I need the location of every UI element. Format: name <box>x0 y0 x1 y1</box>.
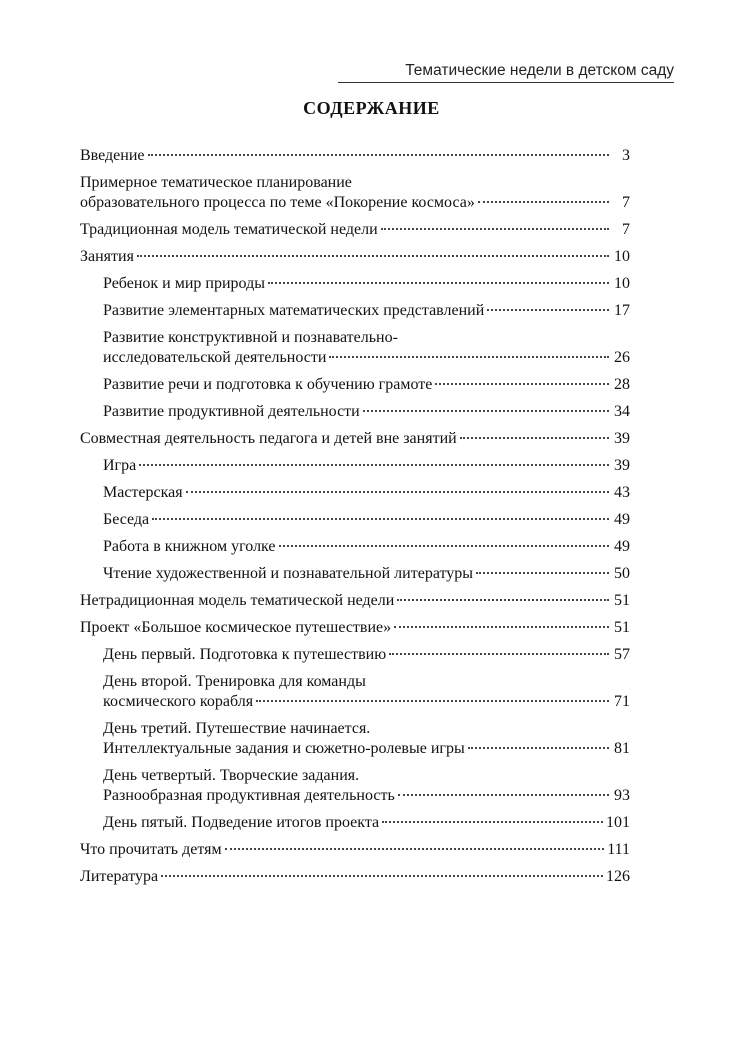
toc-entry-line <box>103 375 630 395</box>
toc-entry-title-line: Примерное тематическое планирование <box>80 174 352 191</box>
dot-leader <box>363 410 609 412</box>
toc-page-number: 7 <box>622 194 630 211</box>
toc-entry-line <box>80 591 630 611</box>
toc-entry-title: Разнообразная продуктивная деятельность <box>103 787 395 804</box>
toc-entry <box>80 247 630 267</box>
toc-entry-title: Игра <box>103 457 137 474</box>
toc-entry-title-line: День второй. Тренировка для команды <box>103 673 366 690</box>
toc-entry <box>80 564 630 584</box>
toc-entry-title-line: День четвертый. Творческие задания. <box>103 767 360 784</box>
toc-page-number: 49 <box>614 538 630 555</box>
toc-page-number: 81 <box>614 740 630 757</box>
toc-entry-line <box>80 867 630 887</box>
toc-entry <box>80 840 630 860</box>
dot-leader <box>161 875 603 877</box>
toc-entry-title-line: Развитие конструктивной и познавательно- <box>103 329 398 346</box>
toc-entry-title: Нетрадиционная модель тематической недели <box>80 592 395 609</box>
toc-entry <box>80 719 630 759</box>
toc-entry-line <box>103 564 630 584</box>
toc-page-number: 93 <box>614 787 630 804</box>
dot-leader <box>397 599 609 601</box>
toc-entry-title: исследовательской деятельности <box>103 349 327 366</box>
toc-entry-title: Традиционная модель тематической недели <box>80 221 378 238</box>
toc-entry-line <box>103 348 630 368</box>
toc-entry-title: Работа в книжном уголке <box>103 538 276 555</box>
toc-entry-title: Литература <box>80 868 159 885</box>
toc-entry <box>80 220 630 240</box>
toc-entry-title: Интеллектуальные задания и сюжетно-ролевые игры <box>103 740 465 757</box>
toc-page-number: 17 <box>614 302 630 319</box>
toc-entry <box>80 146 630 166</box>
toc-entry-line <box>103 786 630 806</box>
toc-page-number: 49 <box>614 511 630 528</box>
toc-entry-line <box>80 840 630 860</box>
toc-page-number: 7 <box>622 221 630 238</box>
dot-leader <box>329 356 609 358</box>
dot-leader <box>389 653 609 655</box>
dot-leader <box>152 518 609 520</box>
toc-page-number: 3 <box>622 147 630 164</box>
dot-leader <box>435 383 609 385</box>
toc-entry <box>80 645 630 665</box>
toc-page-number: 57 <box>614 646 630 663</box>
toc-entry-title: образовательного процесса по теме «Покорение космоса» <box>80 194 475 211</box>
dot-leader <box>478 201 609 203</box>
toc-entry-line <box>103 813 630 833</box>
toc-entry <box>80 766 630 806</box>
toc-page-number: 26 <box>614 349 630 366</box>
toc-page-number: 34 <box>614 403 630 420</box>
toc-page-number: 51 <box>614 592 630 609</box>
toc-entry <box>80 173 630 213</box>
dot-leader <box>487 309 609 311</box>
toc-entry <box>80 402 630 422</box>
toc-page-number: 126 <box>606 868 630 885</box>
toc-entry-line <box>103 510 630 530</box>
toc-entry-line <box>80 193 630 213</box>
dot-leader <box>186 491 609 493</box>
dot-leader <box>382 821 603 823</box>
toc-entry-line <box>80 429 630 449</box>
toc-entry-title: Беседа <box>103 511 150 528</box>
dot-leader <box>279 545 609 547</box>
toc-page-number: 101 <box>606 814 630 831</box>
toc-entry-title: День пятый. Подведение итогов проекта <box>103 814 380 831</box>
toc-entry <box>80 456 630 476</box>
page-title: СОДЕРЖАНИЕ <box>303 98 440 118</box>
toc-page-number: 28 <box>614 376 630 393</box>
dot-leader <box>225 848 605 850</box>
toc-entry-title-line: День третий. Путешествие начинается. <box>103 720 371 737</box>
toc-entry <box>80 672 630 712</box>
toc-page-number: 39 <box>614 430 630 447</box>
dot-leader <box>268 282 609 284</box>
table-of-contents <box>80 146 630 894</box>
dot-leader <box>468 747 609 749</box>
toc-entry-line <box>103 692 630 712</box>
toc-entry-title: Развитие продуктивной деятельности <box>103 403 360 420</box>
toc-entry <box>80 618 630 638</box>
toc-entry-line <box>80 247 630 267</box>
toc-page-number: 39 <box>614 457 630 474</box>
toc-entry-line <box>103 537 630 557</box>
dot-leader <box>137 255 609 257</box>
dot-leader <box>460 437 609 439</box>
toc-entry-title: Чтение художественной и познавательной литературы <box>103 565 474 582</box>
dot-leader <box>139 464 609 466</box>
toc-entry-title: Мастерская <box>103 484 183 501</box>
toc-entry <box>80 813 630 833</box>
toc-entry <box>80 537 630 557</box>
toc-entry-title: Развитие речи и подготовка к обучению грамоте <box>103 376 433 393</box>
toc-entry-line <box>103 456 630 476</box>
toc-entry-line <box>80 618 630 638</box>
toc-entry-title: Совместная деятельность педагога и детей вне занятий <box>80 430 457 447</box>
toc-entry-title: Проект «Большое космическое путешествие» <box>80 619 392 636</box>
toc-page-number: 10 <box>614 275 630 292</box>
toc-page-number: 50 <box>614 565 630 582</box>
toc-entry-title: Что прочитать детям <box>80 841 222 858</box>
toc-entry <box>80 483 630 503</box>
toc-page-number: 71 <box>614 693 630 710</box>
toc-page-number: 43 <box>614 484 630 501</box>
toc-entry <box>80 274 630 294</box>
dot-leader <box>394 626 609 628</box>
toc-entry-title: космического корабля <box>103 693 254 710</box>
toc-entry-line <box>103 483 630 503</box>
toc-entry-line <box>103 739 630 759</box>
toc-entry-title: Развитие элементарных математических представлений <box>103 302 485 319</box>
toc-entry-line <box>103 645 630 665</box>
toc-page-number: 111 <box>607 841 630 858</box>
toc-entry <box>80 429 630 449</box>
dot-leader <box>256 700 609 702</box>
toc-entry <box>80 375 630 395</box>
toc-entry-title: День первый. Подготовка к путешествию <box>103 646 387 663</box>
toc-entry <box>80 591 630 611</box>
dot-leader <box>476 572 609 574</box>
toc-entry-title: Ребенок и мир природы <box>103 275 265 292</box>
toc-entry-title: Введение <box>80 147 145 164</box>
dot-leader <box>381 228 609 230</box>
toc-entry <box>80 301 630 321</box>
toc-entry <box>80 867 630 887</box>
dot-leader <box>398 794 609 796</box>
toc-page-number: 51 <box>614 619 630 636</box>
toc-entry-line <box>103 301 630 321</box>
toc-page-number: 10 <box>614 248 630 265</box>
toc-entry-line <box>80 220 630 240</box>
toc-entry-line <box>103 402 630 422</box>
dot-leader <box>148 154 610 156</box>
toc-entry-line <box>103 274 630 294</box>
toc-entry-line <box>80 146 630 166</box>
toc-entry <box>80 328 630 368</box>
toc-entry-title: Занятия <box>80 248 134 265</box>
running-header: Тематические недели в детском саду <box>338 62 674 83</box>
toc-entry <box>80 510 630 530</box>
